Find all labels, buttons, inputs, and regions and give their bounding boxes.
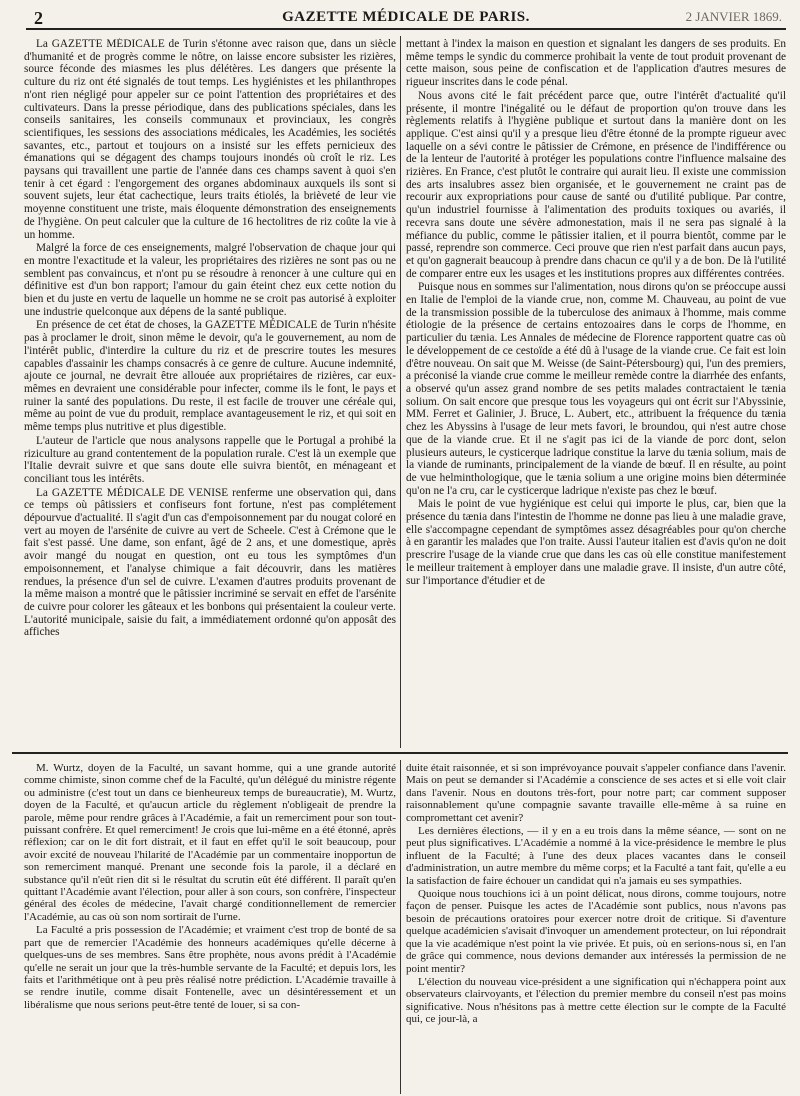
article-paragraph: Nous avons cité le fait précédent parce que, outre l'intérêt d'actualité qu'il présente, il montre l'inégalité ou le défaut de proportion qu'on trouve dans les règlements relatifs à l'hygiène publique et surtout dans la manière dont on les applique. C'est ainsi qu'il y a presque lieu d'être étonné de la prompte rigueur avec laquelle on a sévi contre le pâtissier de Crémone, en présence de l'indifférence ou de la lenteur de l'autorité à protéger les populations contre l'influence malsaine des rizières. En France, c'est plutôt le contraire qui aurait lieu. Il existe une commission des arts insalubres assez bien organisée, et le gouvernement ne craint pas de recourir aux expropriations pour cause de santé ou d'utilité publique. Par contre, qu'un industriel fournisse à l'alimentation des produits toxiques ou avariés, il recevra sans doute une sévère admonestation, mais il ne sera pas signalé à la méfiance du public, comme le pâtissier italien, et il pourra bientôt, comme par le passé, reprendre son commerce. Ceci prouve que rien n'est parfait dans aucun pays, et qu'on gagnerait beaucoup à prendre dans chacun ce qu'il y a de bon. De là l'utilité de comparer entre eux les usages et les institutions propres aux différentes contrées.: [406, 89, 786, 280]
feuilleton-paragraph: duite était raisonnée, et si son imprévoyance pouvait s'appeler confiance dans l'avenir. Mais on peut se demander si l'Académie a conscience de ses actes et si elle voit clair dans l'avenir. Nous en doutons très-fort, pour notre part; car comment supposer raisonnablement qu'une compagnie savante travaille elle-même à sa ruine en compromettant cet avenir?: [406, 762, 786, 824]
column-rule: [400, 760, 401, 1094]
column-rule: [400, 36, 401, 748]
journal-title: GAZETTE MÉDICALE DE PARIS.: [282, 9, 530, 25]
article-paragraph: mettant à l'index la maison en question et signalant les dangers de ses produits. En même temps le syndic du commerce prohibait la vente de tout produit provenant de cette maison, sous peine de confiscation et de l'application d'autres mesures de rigueur inscrites dans le code pénal.: [406, 38, 786, 89]
feuilleton-paragraph: Quoique nous touchions ici à un point délicat, nous dirons, comme toujours, notre façon de penser. Puisque les actes de l'Académie sont publics, nous n'avons pas besoin de précautions oratoires pour exercer notre droit de critique. Si d'aventure quelque académicien s'avisait d'invoquer un amendement protecteur, on lui répondrait que la vie académique n'est point la vie privée. Et puis, où en serions-nous si, en l'an de grâce qui commence, nous devions demander aux intéressés la permission de ne point mentir?: [406, 888, 786, 975]
page-number: 2: [34, 8, 43, 28]
article-paragraph: Mais le point de vue hygiénique est celui qui importe le plus, car, bien que la présence du tænia dans l'intestin de l'homme ne donne pas lieu à une maladie grave, elle s'accompagne cependant de symptômes assez désagréables pour qu'on cherche à en garantir les malades que l'on traite. Aussi l'auteur italien est d'avis qu'on ne doit prescrire l'usage de la viande crue que dans les cas où elle constitue manifestement le meilleur traitement à employer dans une maladie grave. Il insiste, d'un autre côté, sur l'importance d'étudier et de: [406, 498, 786, 587]
column-top-left: [24, 38, 396, 746]
column-bottom-right: [406, 762, 786, 1092]
column-bottom-left: [24, 762, 396, 1092]
column-top-right: [406, 38, 786, 746]
feuilleton-paragraph: Les dernières élections, — il y en a eu trois dans la même séance, — sont on ne peut plus significatives. L'Académie a nommé à la vice-présidence le membre le plus influent de la Faculté; à l'une des deux places vacantes dans le conseil d'administration, un autre membre du même corps; et la Faculté a tant fait, qu'elle a eu la satisfaction de faire échouer un candidat qui n'a jamais eu ses sympathies.: [406, 825, 786, 887]
article-paragraph: Puisque nous en sommes sur l'alimentation, nous dirons qu'on se préoccupe aussi en Italie de l'emploi de la viande crue, non, comme M. Chauveau, au point de vue de la transmission possible de la tuberculose des animaux à l'homme, mais comme étiologie de la présence de certains entozoaires dans le corps de l'homme, en particulier du tænia. Les Annales de médecine de Florence rapportent quatre cas où le développement de ce cestoïde a été dû à l'usage de la viande crue. Ce fait est loin d'être nouveau. On sait que M. Weisse (de Saint-Pétersbourg) qui, l'un des premiers, a préconisé la viande crue comme le meilleur remède contre la diarrhée des enfants, a observé qu'un assez grand nombre de ses petits malades contractaient le tænia solium. On sait encore que presque tous les voyageurs qui ont écrit sur l'Abyssinie, MM. Ferret et Galinier, J. Bruce, L. Aubert, etc., attribuent la fréquence du tænia chez les Abyssins à l'usage de leur mets favori, le broundou, qui n'est autre chose que de la viande crue. Et il ne s'agit pas ici de la viande de porc dont, selon plusieurs auteurs, le cysticerque ladrique constitue la larve du tænia solium, mais de la viande de ruminants, principalement de la viande de bœuf. Il en résulte, au point de vue helminthologique, que le tænia solium a une origine moins bien déterminée qu'on ne l'a cru, car le cysticerque ladrique n'existe pas chez le bœuf.: [406, 281, 786, 497]
article-paragraph: La GAZETTE MÉDICALE de Turin s'étonne avec raison que, dans un siècle d'humanité et de progrès comme le nôtre, on laisse encore subsister les rizières, source féconde des miasmes les plus délétères. Les dangers que présente la culture du riz ont été signalés de tout temps. Les hygiénistes et les philanthropes n'ont rien négligé pour appeler sur ce point l'attention des propriétaires et des cultivateurs. Dans la presse périodique, dans des publications spéciales, dans les conseils sanitaires, les conseils communaux et provinciaux, les congrès scientifiques, les sessions des associations médicales, les Académies, les sociétés savantes, etc., partout et toujours on a insisté sur les effets pernicieux des émanations qui se dégagent des champs toujours inondés où croît le riz. Les paysans qui travaillent une partie de l'année dans ces champs savent à quoi s'en tenir à cet égard : l'engorgement des organes abdominaux auxquels ils sont si souvent sujets, leur état cachectique, leurs traits étiolés, la brièveté de leur vie moyenne constituent une triste, mais éloquente démonstration des enseignements de l'hygiène. On peut calculer que la culture de 16 hectolitres de riz coûte la vie à un homme.: [24, 38, 396, 241]
feuilleton-paragraph: M. Wurtz, doyen de la Faculté, un savant homme, qui a une grande autorité comme chimiste, sinon comme chef de la Faculté, qu'un délégué du ministre régente ou administre (c'est tout un dans ce bienheureux temps de bureaucratie), M. Wurtz, doyen de la Faculté, et qu'aucun article du règlement n'obligeait de prendre la parole, même pour rendre grâces à l'Académie, a fait un remerciment pour son tout-puissant confrère. Et quel remerciment! Je crois que lui-même en a été étonné, après réflexion; car on le dit fort distrait, et il faut en effet qu'il le soit beaucoup, pour avoir excité de nouveau l'hilarité de l'Académie par un commentaire inopportun de son remerciment manqué. Prenant une seconde fois la parole, il a déclaré en substance qu'il n'eût rien dit si le résultat du scrutin eût été différent. Il paraît qu'en quittant l'Académie avant l'élection, pour aller à son cours, son confrère, l'inspecteur général des écoles de médecine, l'avait chargé conditionnellement de remercier l'Académie, au cas où son nom sortirait de l'urne.: [24, 762, 396, 923]
article-paragraph: Malgré la force de ces enseignements, malgré l'observation de chaque jour qui en montre l'exactitude et la valeur, les propriétaires des rizières ne sont pas ou ne semblent pas convaincus, et n'ont pu se résoudre à renoncer à une culture qui en définitive est d'un bon rapport; l'amour du gain éteint chez eux cette notion du bien et du juste en vertu de laquelle un homme ne se croit pas autorisé à exploiter une industrie quelconque aux dépens de la santé publique.: [24, 242, 396, 318]
article-paragraph: L'auteur de l'article que nous analysons rappelle que le Portugal a prohibé la riziculture au grand contentement de la population rurale. C'est là un exemple que l'Italie devrait suivre et que sans doute elle suivra bientôt, en ménageant et conciliant tous les intérêts.: [24, 434, 396, 485]
article-paragraph: En présence de cet état de choses, la GAZETTE MÉDICALE de Turin n'hésite pas à proclamer le droit, sinon même le devoir, qu'a le gouvernement, au nom de l'intérêt public, d'interdire la culture du riz et de prescrire toutes les mesures capables d'assainir les champs consacrés à ce genre de culture. Aucune indemnité, ajoute ce journal, ne devrait être allouée aux propriétaires de rizières, car eux-mêmes en devraient une considérable pour infecter, comme ils le font, le pays et ruiner la santé des populations. Du reste, il est facile de trouver une céréale qui, même au point de vue du produit, remplace avantageusement le riz, et qui soit en même temps plus nutritive et plus digestible.: [24, 319, 396, 434]
feuilleton-paragraph: L'élection du nouveau vice-président a une signification qui n'échappera point aux observateurs clairvoyants, et l'élection du premier membre du conseil n'est pas moins significative. Nous n'hésitons pas à mettre cette élection sur le compte de la Faculté qui, ce jour-là, a: [406, 975, 786, 1026]
issue-date: 2 JANVIER 1869.: [685, 9, 782, 24]
page-header: [26, 6, 786, 30]
article-paragraph: La GAZETTE MÉDICALE DE VENISE renferme une observation qui, dans ce temps où pâtissiers et confiseurs font fortune, n'est pas complétement dépourvue d'actualité. Il s'agit d'un cas d'empoisonnement par du nougat coloré en vert au moyen de l'arsénite de cuivre au vert de Scheele. C'est à Crémone que le fait s'est passé. Une dame, son enfant, âgé de 2 ans, et une domestique, après avoir mangé du nougat en question, ont eu tous les symptômes d'un empoisonnement, et l'analyse chimique a fait découvrir, dans les matières rendues, la présence d'un sel de cuivre. L'examen d'autres produits provenant de la même maison a montré que le pâtissier incriminé se servait en effet de l'arsénite de cuivre pour colorer les gâteaux et les bonbons qui présentaient la couleur verte. L'autorité municipale, saisie du fait, a immédiatement ordonné qu'on apposât des affiches: [24, 486, 396, 639]
feuilleton-paragraph: La Faculté a pris possession de l'Académie; et vraiment c'est trop de bonté de sa part que de remercier l'Académie des honneurs académiques qu'elle décerne à quelques-uns de ses membres. Sans être prophète, nous avons prédit à l'Académie qu'elle ne serait un jour que la très-humble servante de la Faculté; et depuis lors, les faits et l'arithmétique ont à peu près réalisé notre prédiction. L'Académie travaille à se rendre inutile, comme disait Fontenelle, avec un désintéressement et un libéralisme que nous serions peut-être tenté de louer, si sa con-: [24, 924, 396, 1011]
feuilleton-separator: [12, 752, 788, 754]
